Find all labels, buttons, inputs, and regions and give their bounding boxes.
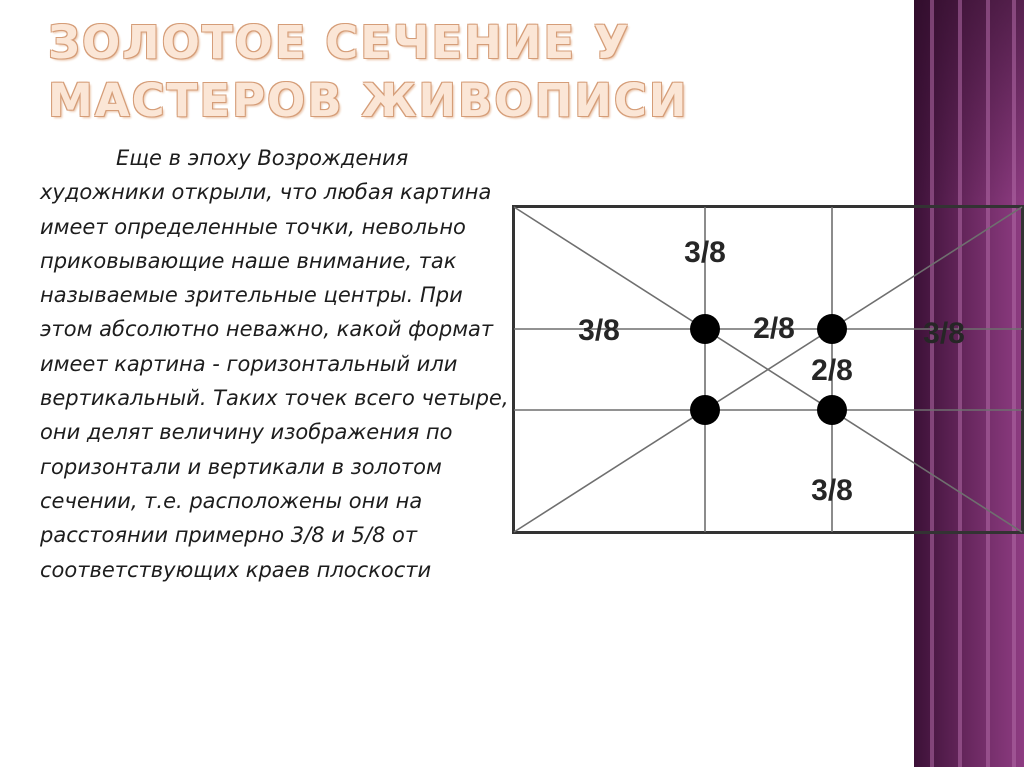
label-center-vertical: 2/8 bbox=[811, 354, 853, 387]
visual-center-dot bbox=[690, 314, 720, 344]
visual-center-dot bbox=[817, 314, 847, 344]
label-right: 3/8 bbox=[923, 317, 965, 350]
label-bottom: 3/8 bbox=[811, 474, 853, 507]
label-center-horizontal: 2/8 bbox=[753, 312, 795, 345]
golden-section-diagram bbox=[512, 205, 1024, 534]
label-left: 3/8 bbox=[578, 314, 620, 347]
slide-body-text bbox=[40, 141, 510, 587]
body-paragraph: Еще в эпоху Возрождения художники открыли, что любая картина имеет определенные точки, невольно приковывающие наше внимание, так называемые зрительные центры. При этом абсолютно неважно, какой формат имеет картина - горизонтальный или вертикальный. Таких точек всего четыре, они делят величину изображения по горизонтали и вертикали в золотом сечении, т.е. расположены они на расстоянии примерно 3/8 и 5/8 от соответствующих краев плоскости bbox=[40, 146, 509, 582]
label-top: 3/8 bbox=[684, 236, 726, 269]
visual-center-dot bbox=[690, 395, 720, 425]
visual-center-dot bbox=[817, 395, 847, 425]
slide-title: ЗОЛОТОЕ СЕЧЕНИЕ У МАСТЕРОВ ЖИВОПИСИ bbox=[48, 16, 689, 127]
